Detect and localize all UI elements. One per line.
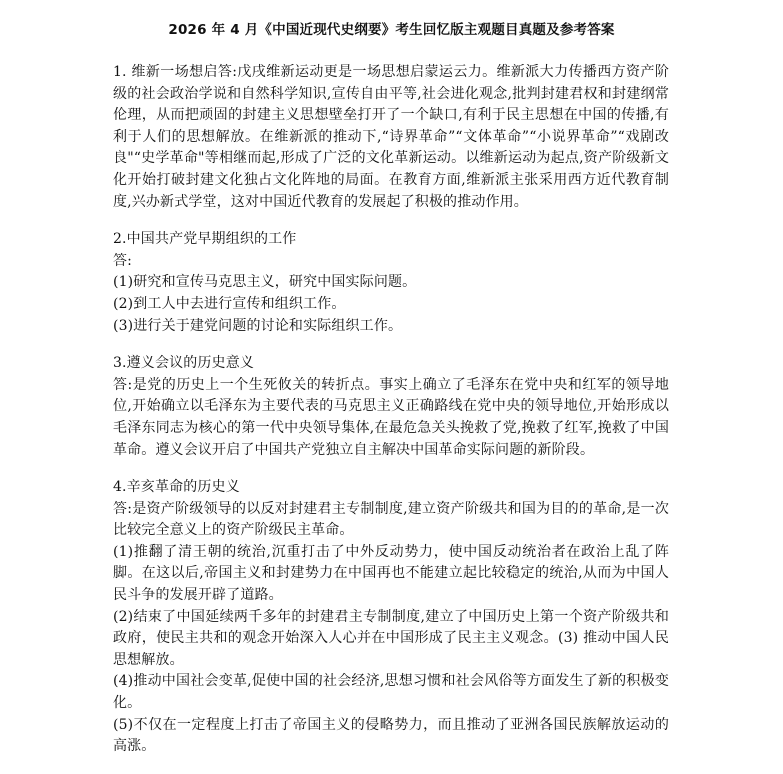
section-2-item-2: (2)到工人中去进行宣传和组织工作。 xyxy=(113,295,346,312)
section-3-paragraph: 答:是党的历史上一个生死攸关的转折点。事实上确立了毛泽东在党中央和红军的领导地位,开始确立以毛泽东为主要代表的马克思主义正确路线在党中央的领导地位,开始形成以毛泽东同志为核心的第一代中央领导集体,在最危急关头挽救了党,挽救了红军,挽救了中国革命。遵义会议开启了中国共产党独立自主解决中国革命实际问题的新阶段。 xyxy=(113,376,669,458)
section-1-paragraph: 1. 维新一场想启答:戊戌维新运动更是一场思想启蒙运云力。维新派大力传播西方资产阶级的社会政治学说和自然科学知识,宣传自由平等,社会进化观念,批判封建君权和封建纲常伦理，从而把顽固的封建主义思想壁垒打开了一个缺口,有利于民主思想在中国的传播,有利于人们的思想解放。在维新派的推动下,“诗界革命”“文体革命”“小说界革命”“戏剧改良"“史学革命"等相继而起,形成了广泛的文化革新运动。以维新运动为起点,资产阶级新文化开始打破封建文化独占文化阵地的局面。在教育方面,维新派主张采用西方近代教育制度,兴办新式学堂，这对中国近代教育的发展起了积极的推动作用。 xyxy=(113,64,669,210)
section-3 xyxy=(113,353,669,461)
section-1 xyxy=(113,62,669,213)
section-4-item-5: (5)不仅在一定程度上打击了帝国主义的侵略势力，而且推动了亚洲各国民族解放运动的高涨。 xyxy=(113,716,669,755)
section-4-item-4: (4)推动中国社会变革,促使中国的社会经济,思想习惯和社会风俗等方面发生了新的积极变化。 xyxy=(113,673,669,712)
section-4-item-2: (2)结束了中国延续两千多年的封建君主专制制度,建立了中国历史上第一个资产阶级共和政府，使民主共和的观念开始深入人心并在中国形成了民主主义观念。(3) 推动中国人民思想解放。 xyxy=(113,608,669,668)
section-4-paragraph-intro: 答:是资产阶级领导的以反对封建君主专制制度,建立资产阶级共和国为目的的革命,是一次比较完全意义上的资产阶级民主革命。 xyxy=(113,500,669,539)
section-4 xyxy=(113,477,669,758)
document-title: 2026 年 4 月《中国近现代史纲要》考生回忆版主观题目真题及参考答案 xyxy=(168,22,615,38)
section-2-heading: 2.中国共产党早期组织的工作 xyxy=(113,231,297,248)
section-4-item-1: (1)推翻了清王朝的统治,沉重打击了中外反动势力，使中国反动统治者在政治上乱了阵脚。在这以后,帝国主义和封建势力在中国再也不能建立起比较稳定的统治,从而为中国人民斗争的发展开辟了道路。 xyxy=(113,543,669,604)
section-2-answer-label: 答: xyxy=(113,252,133,269)
section-4-heading: 4.辛亥革命的历史义 xyxy=(113,479,240,496)
document-body xyxy=(113,62,669,774)
section-2-item-3: (3)进行关于建党问题的讨论和实际组织工作。 xyxy=(113,317,403,334)
section-3-heading: 3.遵义会议的历史意义 xyxy=(113,355,255,372)
section-2-item-1: (1)研究和宣传马克思主义，研究中国实际问题。 xyxy=(113,274,417,291)
section-2 xyxy=(113,229,669,337)
